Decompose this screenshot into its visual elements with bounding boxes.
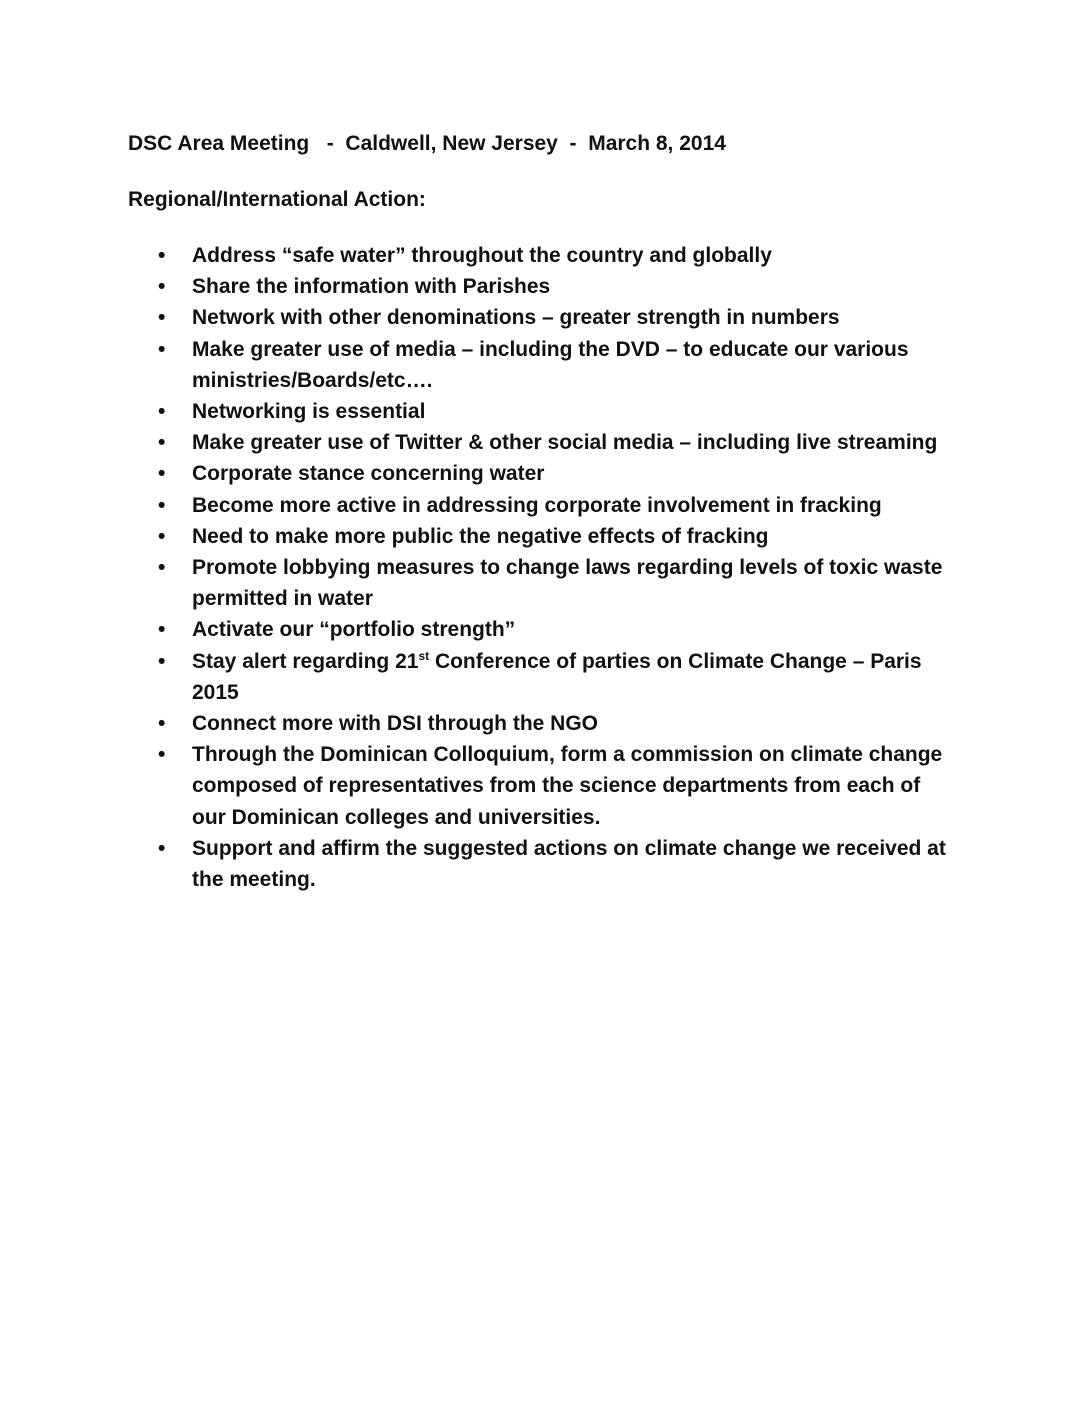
list-item [158,614,958,645]
list-item [158,739,958,833]
list-item [158,552,958,614]
bullet-icon: • [158,743,166,767]
bullet-icon: • [158,836,166,860]
list-item [158,458,958,489]
bullet-icon: • [158,431,166,455]
list-item-text: Make greater use of media – including the DVD – to educate our various ministries/Boards/etc…. [192,337,909,392]
list-item [158,646,958,708]
list-item [158,521,958,552]
bullet-icon: • [158,712,166,736]
list-item-text: Promote lobbying measures to change laws regarding levels of toxic waste permitted in water [192,556,943,611]
list-item-text: Activate our “portfolio strength” [192,618,516,642]
list-item [158,302,958,333]
bullet-icon: • [158,244,166,267]
list-item [158,490,958,521]
list-item-text: Need to make more public the negative effects of fracking [192,524,769,548]
bullet-icon: • [158,462,166,486]
list-item-text: Connect more with DSI through the NGO [192,712,598,736]
list-item [158,240,958,271]
bullet-icon: • [158,306,166,330]
bullet-icon: • [158,493,166,517]
bullet-icon: • [158,524,166,548]
list-item [158,396,958,427]
list-item [158,271,958,302]
list-item-text: Make greater use of Twitter & other social media – including live streaming [192,431,938,455]
list-item [158,334,958,396]
list-item-text-start: Stay alert regarding 21 [192,649,419,673]
document-title: DSC Area Meeting - Caldwell, New Jersey - March 8, 2014 [128,132,726,155]
bullet-icon: • [158,556,166,580]
section-heading: Regional/International Action: [128,188,426,211]
list-item-text [192,650,922,704]
bullet-icon: • [158,649,166,673]
list-item-text: Address “safe water” throughout the country and globally [192,244,772,267]
bullet-icon: • [158,400,166,424]
list-item [158,427,958,458]
list-item [158,833,958,895]
bullet-icon: • [158,618,166,642]
ordinal-superscript: st [418,648,430,663]
list-item-text-end: Conference of parties on Climate Change – Paris 2015 [192,649,922,704]
list-item-text: Networking is essential [192,400,426,424]
list-item-text: Become more active in addressing corporate involvement in fracking [192,493,882,517]
list-item-text: Support and affirm the suggested actions on climate change we received at the meeting. [192,836,946,892]
action-list [158,240,958,895]
list-item-text: Network with other denominations – greater strength in numbers [192,306,840,330]
list-item [158,708,958,739]
list-item-text: Corporate stance concerning water [192,462,545,486]
bullet-icon: • [158,337,166,361]
list-item-text: Share the information with Parishes [192,275,551,299]
bullet-icon: • [158,275,166,299]
list-item-text: Through the Dominican Colloquium, form a commission on climate change composed of representatives from the science departments from each of our Dominican colleges and universities. [192,743,943,829]
